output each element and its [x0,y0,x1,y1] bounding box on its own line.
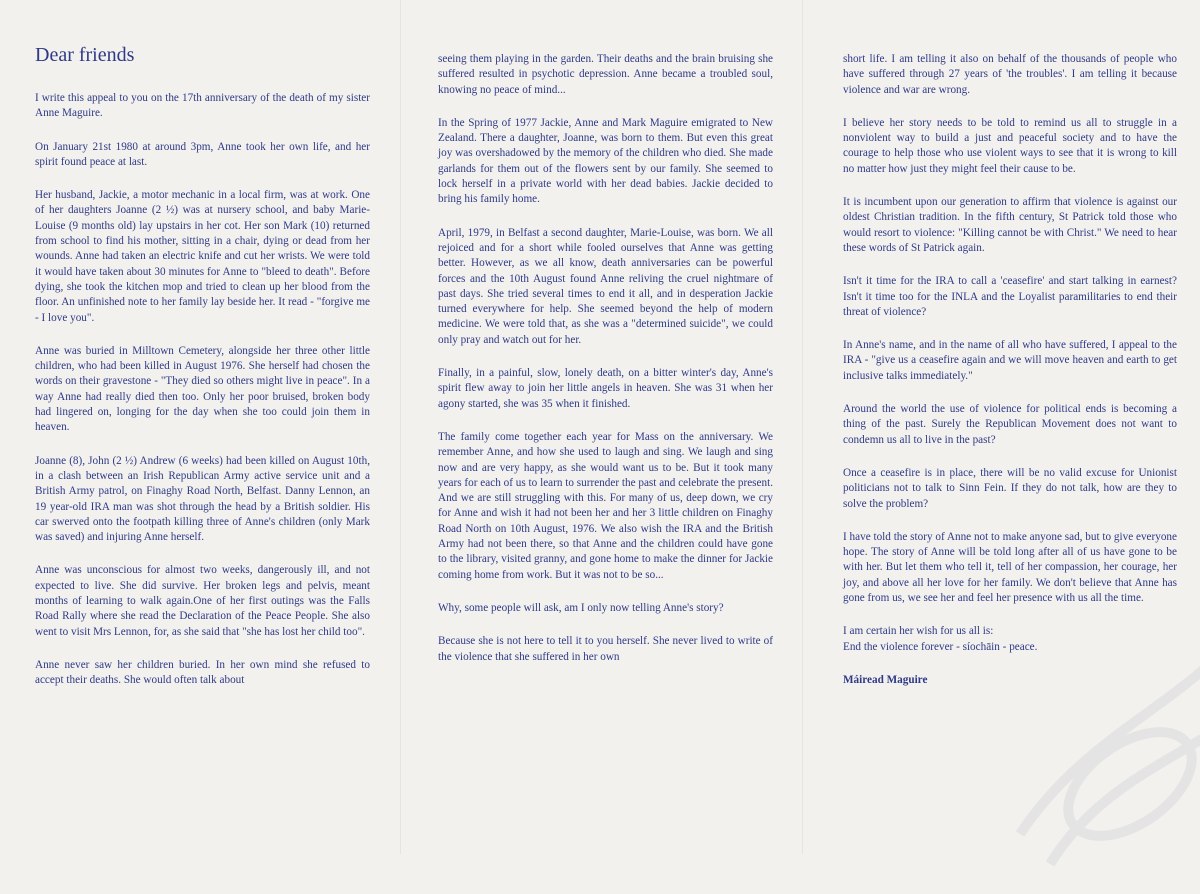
fold-line [400,0,401,854]
paragraph: I have told the story of Anne not to make anyone sad, but to give everyone hope. The story of Anne will be told long after all of us have gone to be with her. But let them who tell it, tell of her compassion, her courage, her joy, and above all her love for her family. We don't believe that Anne has gone from us, we see her and feel her presence with us all the time. [843,530,1177,605]
signature: Máiread Maguire [843,673,928,686]
paragraph: seeing them playing in the garden. Their deaths and the brain bruising she suffered resulted in psychotic depression. Anne became a troubled soul, knowing no peace of mind... [438,53,773,96]
column-left [35,44,370,707]
paragraph: Her husband, Jackie, a motor mechanic in a local firm, was at work. One of her daughters Joanne (2 ½) was at nursery school, and baby Marie-Louise (9 months old) lay upstairs in her cot. Her son Mark (10) returned from school to find his mother, sitting in a chair, dying or dead from her wounds. Anne had taken an electric knife and cut her wrists. We were told it would have taken about 30 minutes for Anne to "bleed to death". Before dying, she took the kitchen mop and tried to clean up her blood from the floor. An unfinished note to her family lay beside her. It read - "forgive me - I love you". [35,189,370,324]
paragraph: Anne was unconscious for almost two weeks, dangerously ill, and not expected to live. She did survive. Her broken legs and pelvis, meant months of learning to walk again.One of her first outings was the Falls Road Rally where she read the Declaration of the Peace People. She also went to visit Mrs Lennon, for, as she said that "she has lost her child too". [35,564,370,638]
paragraph: I am certain her wish for us all is: End the violence forever - síochāin - peace. [843,625,1038,653]
paragraph: It is incumbent upon our generation to affirm that violence is against our oldest Christian tradition. In the fifth century, St Patrick told those who would resort to violence: "Killing cannot be with Christ." We need to hear these words of St Patrick again. [843,196,1177,254]
paragraph: In Anne's name, and in the name of all who have suffered, I appeal to the IRA - "give us a ceasefire again and we will move heaven and earth to get inclusive talks immediately." [843,339,1177,382]
paragraph: April, 1979, in Belfast a second daughter, Marie-Louise, was born. We all rejoiced and for a short while fooled ourselves that Anne was getting better. However, as we all know, death anniversaries can be powerful forces and the 10th August found Anne reliving the cruel nightmare of past days. She tried several times to end it all, and in desperation Jackie turned everywhere for help. She seemed beyond the help of modern medicine. We were told that, as she was a "determined suicide", we could only pray and watch out for her. [438,226,773,346]
letter-heading: Dear friends [35,44,135,66]
paragraph: Around the world the use of violence for political ends is becoming a thing of the past. Surely the Republican Movement does not want to condemn us all to live in the past? [843,403,1177,446]
paragraph: Because she is not here to tell it to you herself. She never lived to write of the violence that she suffered in her own [438,635,773,663]
paragraph: Anne never saw her children buried. In her own mind she refused to accept their deaths. She would often talk about [35,658,370,687]
paragraph: The family come together each year for Mass on the anniversary. We remember Anne, and how she used to laugh and sing. We laugh and sing now and are very happy, as she would want us to be. But it took many years for each of us to learn to surrender the past and celebrate the present. And we are still struggling with this. For many of us, deep down, we cry for Anne and wish it had not been her and her 3 little children on Finaghy Road North on 10th August, 1976. We also wish the IRA and the British Army had not been there, so that Anne and the children could have gone to the library, visited granny, and gone home to make the dinner for Jackie coming home from work. But it was not to be so... [438,430,773,581]
paragraph: On January 21st 1980 at around 3pm, Anne took her own life, and her spirit found peace at last. [35,140,370,168]
paragraph: Finally, in a painful, slow, lonely death, on a bitter winter's day, Anne's spirit flew away to join her little angels in heaven. She was 31 when her agony started, she was 35 when it finished. [438,367,773,410]
paragraph: In the Spring of 1977 Jackie, Anne and Mark Maguire emigrated to New Zealand. There a daughter, Joanne, was born to them. But even this great joy was overshadowed by the memory of the children who died. She made garlands for them out of the flowers sent by our family. She seemed to lock herself in a private world with her dead babies. Jackie decided to bring his family home. [438,116,773,206]
paragraph: Once a ceasefire is in place, there will be no valid excuse for Unionist politicians not to talk to Sinn Fein. If they do not talk, how are they to solve the problem? [843,466,1177,510]
paragraph: Why, some people will ask, am I only now telling Anne's story? [438,601,724,614]
paragraph: Anne was buried in Milltown Cemetery, alongside her three other little children, who had been killed in August 1976. She herself had chosen the words on their gravestone - "They died so others might live in peace". In a way Anne had really died then too. Only her poor bruised, broken body had lingered on, longing for the day when she too could join them in heaven. [35,344,370,434]
column-middle [438,52,773,683]
column-right [843,52,1177,706]
paragraph: short life. I am telling it also on behalf of the thousands of people who have suffered through 27 years of 'the troubles'. I am telling it because violence and war are wrong. [843,53,1177,96]
paragraph: Isn't it time for the IRA to call a 'ceasefire' and start talking in earnest? Isn't it time too for the INLA and the Loyalist paramilitaries to end their threat of violence? [843,275,1177,318]
fold-line [802,0,803,854]
paragraph: I believe her story needs to be told to remind us all to struggle in a nonviolent way to build a just and peaceful society and to have the courage to help those who use violent ways to see that it is wrong to kill no matter how just they might feel their cause to be. [843,116,1177,175]
paragraph: Joanne (8), John (2 ½) Andrew (6 weeks) had been killed on August 10th, in a clash between an Irish Republican Army active service unit and a British Army patrol, on Finaghy Road North, Belfast. Danny Lennon, an 19 year-old IRA man was shot through the head by a British soldier. His car swerved onto the footpath killing three of Anne's children (only Mark was saved) and injuring Anne herself. [35,454,370,544]
paragraph: I write this appeal to you on the 17th anniversary of the death of my sister Anne Maguire. [35,92,370,120]
